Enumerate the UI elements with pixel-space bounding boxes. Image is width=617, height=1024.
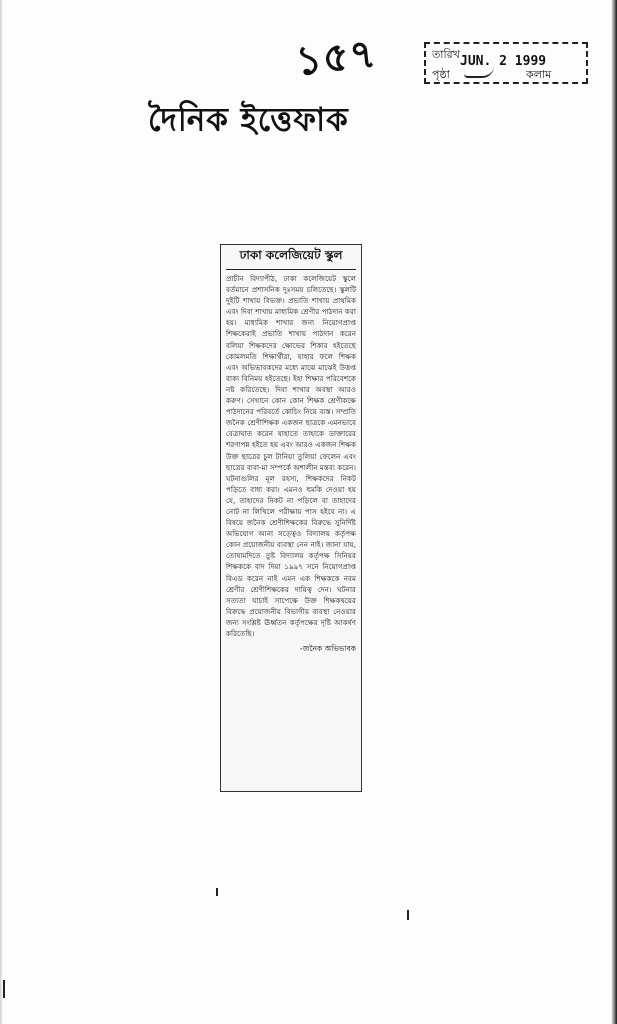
- scan-speck: [407, 910, 409, 920]
- page-right-edge: [611, 0, 617, 1024]
- scan-speck: [216, 888, 218, 896]
- stamp-page-label: পৃষ্ঠা: [432, 68, 450, 81]
- article-headline: ঢাকা কলেজিয়েট স্কুল: [226, 247, 356, 270]
- page-left-edge: [0, 0, 3, 1024]
- stamp-column-label: কলাম: [526, 68, 552, 81]
- stamp-initial-mark: [464, 64, 494, 78]
- date-stamp: [424, 42, 588, 84]
- news-clipping: [220, 244, 362, 792]
- article-body: প্রাচীন বিদ্যাপীঠ, ঢাকা কলেজিয়েট স্কুলে বর্তমানে প্রশাসনিক দুঃসময় চলিতেছে। স্কুলটি দুইটি শাখায় বিভক্ত। প্রভাতি শাখায় প্রাথমিক এবং দিবা শাখায় মাধ্যমিক শ্রেণীর পাঠদান করা হয়। মাধ্যমিক শাখার জন্য নিয়োগপ্রাপ্ত শিক্ষকেরাই প্রভাতি শাখায় পাঠদান করেন বলিয়া শিক্ষকদের ক্ষোভের শিকার হইতেছে কোমলমতি শিক্ষার্থীরা, যাহার ফলে শিক্ষক এবং অভিভাবকদের মধ্যে মাঝে মাঝেই উত্তপ্ত বাক্য বিনিময় হইতেছে। ইহা শিক্ষার পরিবেশকে নষ্ট করিতেছে। দিবা শাখার অবস্থা আরও করুণ। সেখানে কোন কোন শিক্ষক শ্রেণীকক্ষে পাঠদানের পরিবর্তে কোচিং নিয়ে ব্যস্ত। সম্প্রতি জনৈক শ্রেণীশিক্ষক একজন ছাত্রকে এমনভাবে বেত্রাঘাত করেন যাহাতে তাহাকে ডাক্তারের শরণাপন্ন হইতে হয় এবং আরও একজন শিক্ষক উক্ত ছাত্রের চুল টানিয়া তুলিয়া ফেলেন এবং ছাত্রের বাবা-মা সম্পর্কে অশালীন মন্তব্য করেন। ঘটনাগুলির মূল রহস্য, শিক্ষকদের নিকট পড়িতে বাধ্য করা। এমনও হুমকি দেওয়া হয় যে, তাহাদের নিকট না পড়িলে বা তাহাদের নোট না লিখিলে পরীক্ষায় পাস হইবে না। এ বিষয়ে জনৈক শ্রেণীশিক্ষকের বিরুদ্ধে সুনির্দিষ্ট অভিযোগ আনা সত্ত্বেও বিদ্যালয় কর্তৃপক্ষ কোন প্রয়োজনীয় ব্যবস্থা নেন নাই। জানা যায়, তোষামদিতে তুষ্ট বিদ্যালয় কর্তৃপক্ষ সিনিয়র শিক্ষককে বাদ দিয়া ১৯৯৭ সনে নিয়োগপ্রাপ্ত বিএড করেন নাই এমন এক শিক্ষককে নবম শ্রেণীর শ্রেণীশিক্ষকের দায়িত্ব দেন। ঘটনার সত্যতা যাচাই সাপেক্ষে উক্ত শিক্ষকদ্বয়ের বিরুদ্ধে প্রয়োজনীয় বিভাগীয় ব্যবস্থা নেওয়ার জন্য সংশ্লিষ্ট ঊর্ধ্বতন কর্তৃপক্ষের দৃষ্টি আকর্ষণ করিতেছি।: [226, 274, 356, 638]
- stamp-date: JUN. 2 1999: [460, 54, 547, 69]
- stamp-date-label: তারিখ: [432, 48, 460, 61]
- newspaper-masthead: দৈনিক ইত্তেফাক: [148, 101, 349, 139]
- scan-speck: [3, 980, 5, 998]
- article-signature: -জনৈক অভিভাবক: [299, 644, 356, 654]
- folio-number: ১৫৭: [293, 29, 379, 86]
